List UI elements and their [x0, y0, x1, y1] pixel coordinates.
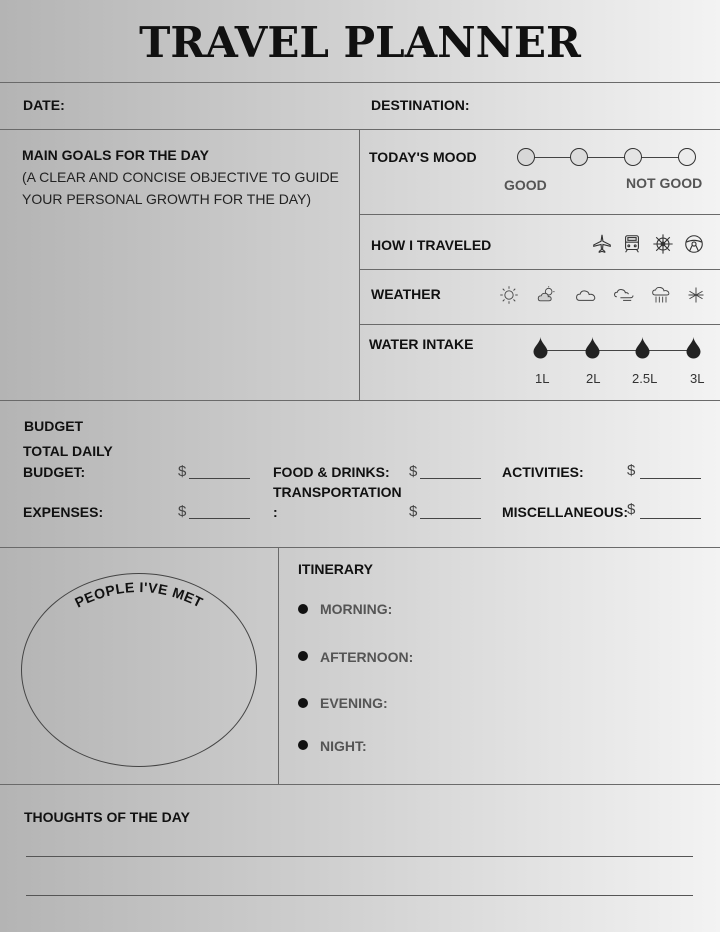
miscellaneous-field[interactable]	[640, 518, 701, 519]
total-daily-label: TOTAL DAILY	[23, 443, 113, 459]
bullet-icon	[298, 651, 308, 661]
airplane-icon[interactable]	[591, 233, 613, 255]
windy-icon[interactable]	[613, 286, 635, 304]
divider	[359, 269, 720, 270]
activities-label: ACTIVITIES:	[502, 464, 584, 480]
water-amount-3: 2.5L	[632, 371, 658, 386]
thoughts-line[interactable]	[26, 856, 693, 857]
water-drop-icon[interactable]	[584, 337, 601, 359]
activities-field[interactable]	[640, 478, 701, 479]
water-label: WATER INTAKE	[369, 336, 474, 352]
destination-field[interactable]	[478, 112, 698, 113]
goals-writing-area[interactable]	[10, 215, 350, 393]
itinerary-night[interactable]: NIGHT:	[320, 738, 367, 754]
weather-label: WEATHER	[371, 286, 441, 302]
destination-label: DESTINATION:	[371, 97, 470, 113]
ship-wheel-icon[interactable]	[652, 233, 674, 255]
divider	[359, 214, 720, 215]
water-scale-line	[541, 350, 693, 351]
itinerary-evening[interactable]: EVENING:	[320, 695, 388, 711]
water-drop-icon[interactable]	[634, 337, 651, 359]
sun-icon[interactable]	[499, 285, 519, 305]
total-budget-field[interactable]	[189, 478, 250, 479]
expenses-field[interactable]	[189, 518, 250, 519]
itinerary-label: ITINERARY	[298, 561, 373, 577]
mood-option-3[interactable]	[624, 148, 642, 166]
divider	[0, 400, 720, 401]
currency-symbol: $	[409, 463, 418, 480]
divider	[0, 129, 720, 130]
divider	[359, 324, 720, 325]
food-drinks-field[interactable]	[420, 478, 481, 479]
water-drop-icon[interactable]	[685, 337, 702, 359]
steering-wheel-icon[interactable]	[683, 233, 705, 255]
currency-symbol: $	[627, 462, 636, 479]
expenses-label: EXPENSES:	[23, 504, 104, 520]
goals-label: MAIN GOALS FOR THE DAY	[22, 147, 209, 163]
travel-label: HOW I TRAVELED	[371, 237, 492, 253]
currency-symbol: $	[178, 503, 187, 520]
goals-hint-line1: (A CLEAR AND CONCISE OBJECTIVE TO GUIDE	[22, 169, 339, 185]
bullet-icon	[298, 698, 308, 708]
mood-label: TODAY'S MOOD	[369, 149, 477, 165]
transportation-colon: :	[273, 504, 278, 520]
train-icon[interactable]	[621, 233, 643, 255]
currency-symbol: $	[627, 501, 636, 518]
partly-cloudy-icon[interactable]	[536, 285, 558, 305]
budget-label: BUDGET	[24, 418, 84, 434]
divider	[0, 82, 720, 83]
divider	[0, 784, 720, 785]
rain-icon[interactable]	[650, 285, 672, 305]
svg-text:PEOPLE I'VE MET	[72, 579, 206, 611]
itinerary-afternoon[interactable]: AFTERNOON:	[320, 649, 414, 665]
water-drop-icon[interactable]	[532, 337, 549, 359]
mood-not-good-label: NOT GOOD	[626, 175, 703, 191]
divider	[278, 547, 279, 784]
food-drinks-label: FOOD & DRINKS:	[273, 464, 390, 480]
miscellaneous-label: MISCELLANEOUS:	[502, 504, 628, 520]
bullet-icon	[298, 604, 308, 614]
goals-hint-line2: YOUR PERSONAL GROWTH FOR THE DAY)	[22, 191, 312, 207]
water-amount-1: 1L	[535, 371, 550, 386]
people-label: PEOPLE I'VE MET	[72, 578, 206, 611]
mood-scale-line	[526, 157, 686, 158]
thoughts-line[interactable]	[26, 895, 693, 896]
itinerary-morning[interactable]: MORNING:	[320, 601, 393, 617]
water-amount-2: 2L	[586, 371, 601, 386]
total-budget-label: BUDGET:	[23, 464, 86, 480]
cloud-icon[interactable]	[575, 286, 597, 304]
currency-symbol: $	[178, 463, 187, 480]
thoughts-label: THOUGHTS OF THE DAY	[24, 809, 190, 825]
transportation-label: TRANSPORTATION	[273, 484, 402, 500]
people-label-arc	[21, 573, 257, 767]
mood-good-label: GOOD	[504, 177, 547, 193]
currency-symbol: $	[409, 503, 418, 520]
mood-option-1[interactable]	[517, 148, 535, 166]
divider	[359, 129, 360, 400]
transportation-field[interactable]	[420, 518, 481, 519]
page-title: TRAVEL PLANNER	[139, 18, 581, 67]
bullet-icon	[298, 740, 308, 750]
divider	[0, 547, 720, 548]
date-label: DATE:	[23, 97, 65, 113]
water-amount-4: 3L	[690, 371, 705, 386]
mood-option-2[interactable]	[570, 148, 588, 166]
date-field[interactable]	[70, 112, 330, 113]
mood-option-4[interactable]	[678, 148, 696, 166]
snowflake-icon[interactable]	[687, 286, 705, 304]
